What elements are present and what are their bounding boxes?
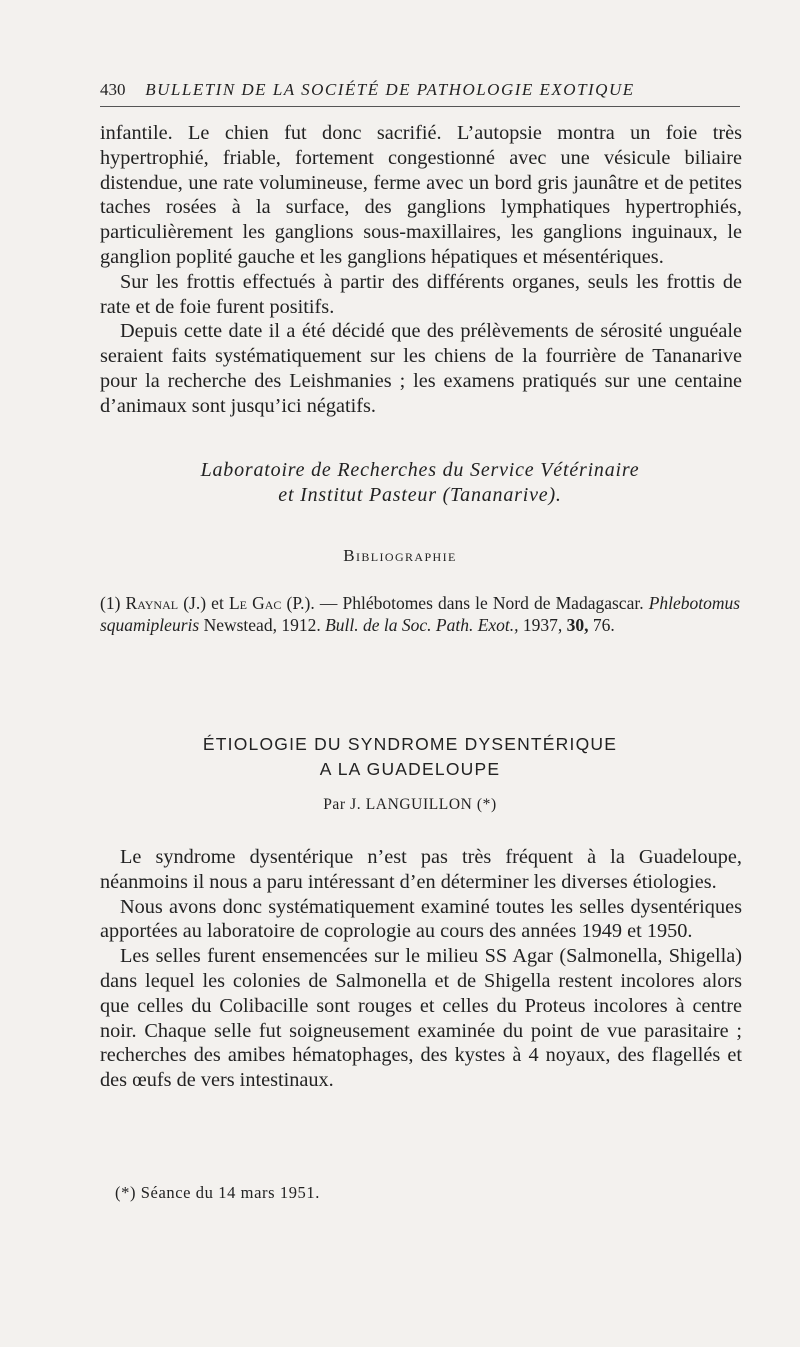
article-body <box>100 845 742 1093</box>
footnote: (*) Séance du 14 mars 1951. <box>115 1183 320 1202</box>
reference-volume: 30, <box>566 614 589 635</box>
bibliography-entry <box>100 593 740 636</box>
previous-article-body <box>100 121 742 419</box>
bibliography-heading: Bibliographie <box>343 546 457 565</box>
species-author: Newstead, 1912. <box>203 614 321 635</box>
author-name: Le Gac <box>228 593 282 613</box>
header-rule <box>100 106 740 107</box>
affiliation <box>100 458 740 508</box>
page-number: 430 <box>100 80 126 99</box>
affiliation-line: et Institut Pasteur (Tananarive). <box>278 484 562 506</box>
running-header <box>100 80 740 100</box>
paragraph: Le syndrome dysentérique n’est pas très fréquent à la Guadeloupe, néanmoins il nous a paru intéressant d’en déterminer les diverses étiologies. <box>100 846 742 893</box>
paragraph: Depuis cette date il a été décidé que des prélèvements de sérosité unguéale seraient faits systématiquement sur les chiens de la fourrière de Tananarive pour la recherche des Leishmanies ; les examens pratiqués sur une centaine d’animaux sont jusqu’ici négatifs. <box>100 320 742 417</box>
journal-name: Bull. de la Soc. Path. Exot., <box>325 614 519 635</box>
journal-title: BULLETIN DE LA SOCIÉTÉ DE PATHOLOGIE EXOTIQUE <box>145 80 635 99</box>
species-name: Phlebotomus squamipleuris <box>100 593 741 635</box>
paragraph: Sur les frottis effectués à partir des différents organes, seuls les frottis de rate et de foie furent positifs. <box>100 270 742 318</box>
author-initial: (P.). <box>286 593 315 613</box>
reference-year: 1937, <box>522 614 563 635</box>
reference-title: — Phlébotomes dans le Nord de Madagascar. <box>319 593 644 613</box>
author-initial: (J.) et <box>183 593 224 613</box>
reference-number: (1) <box>100 593 121 613</box>
title-line: ÉTIOLOGIE DU SYNDROME DYSENTÉRIQUE <box>202 734 618 754</box>
paragraph: Nous avons donc systématiquement examiné toutes les selles dysentériques apportées au laboratoire de coprologie au cours des années 1949 et 1950. <box>100 895 742 943</box>
author-name: Raynal <box>125 593 179 613</box>
paragraph: infantile. Le chien fut donc sacrifié. L’autopsie montra un foie très hypertrophié, friable, fortement congestionné avec une vésicule biliaire distendue, une rate volumineuse, ferme avec un bord gris jaunâtre et de petites taches rosées à la surface, des ganglions lymphatiques hypertrophiés, particulièrement les ganglions sous-maxillaires, les ganglions inguinaux, le ganglion poplité gauche et les ganglions hépatiques et mésentériques. <box>100 122 742 268</box>
paragraph: Les selles furent ensemencées sur le milieu SS Agar (Salmonella, Shigella) dans lequel les colonies de Salmonella et de Shigella restent incolores alors que celles du Colibacille sont rouges et celles du Proteus incolores à centre noir. Chaque selle fut soigneusement examinée du point de vue parasitaire ; recherches des amibes hématophages, des kystes à 4 noyaux, des flagellés et des œufs de vers intestinaux. <box>100 945 742 1092</box>
article-title <box>0 732 800 782</box>
affiliation-line: Laboratoire de Recherches du Service Vétérinaire <box>200 459 640 481</box>
byline: Par J. LANGUILLON (*) <box>323 796 497 813</box>
reference-pages: 76. <box>592 614 615 635</box>
title-line: A LA GUADELOUPE <box>319 759 501 779</box>
